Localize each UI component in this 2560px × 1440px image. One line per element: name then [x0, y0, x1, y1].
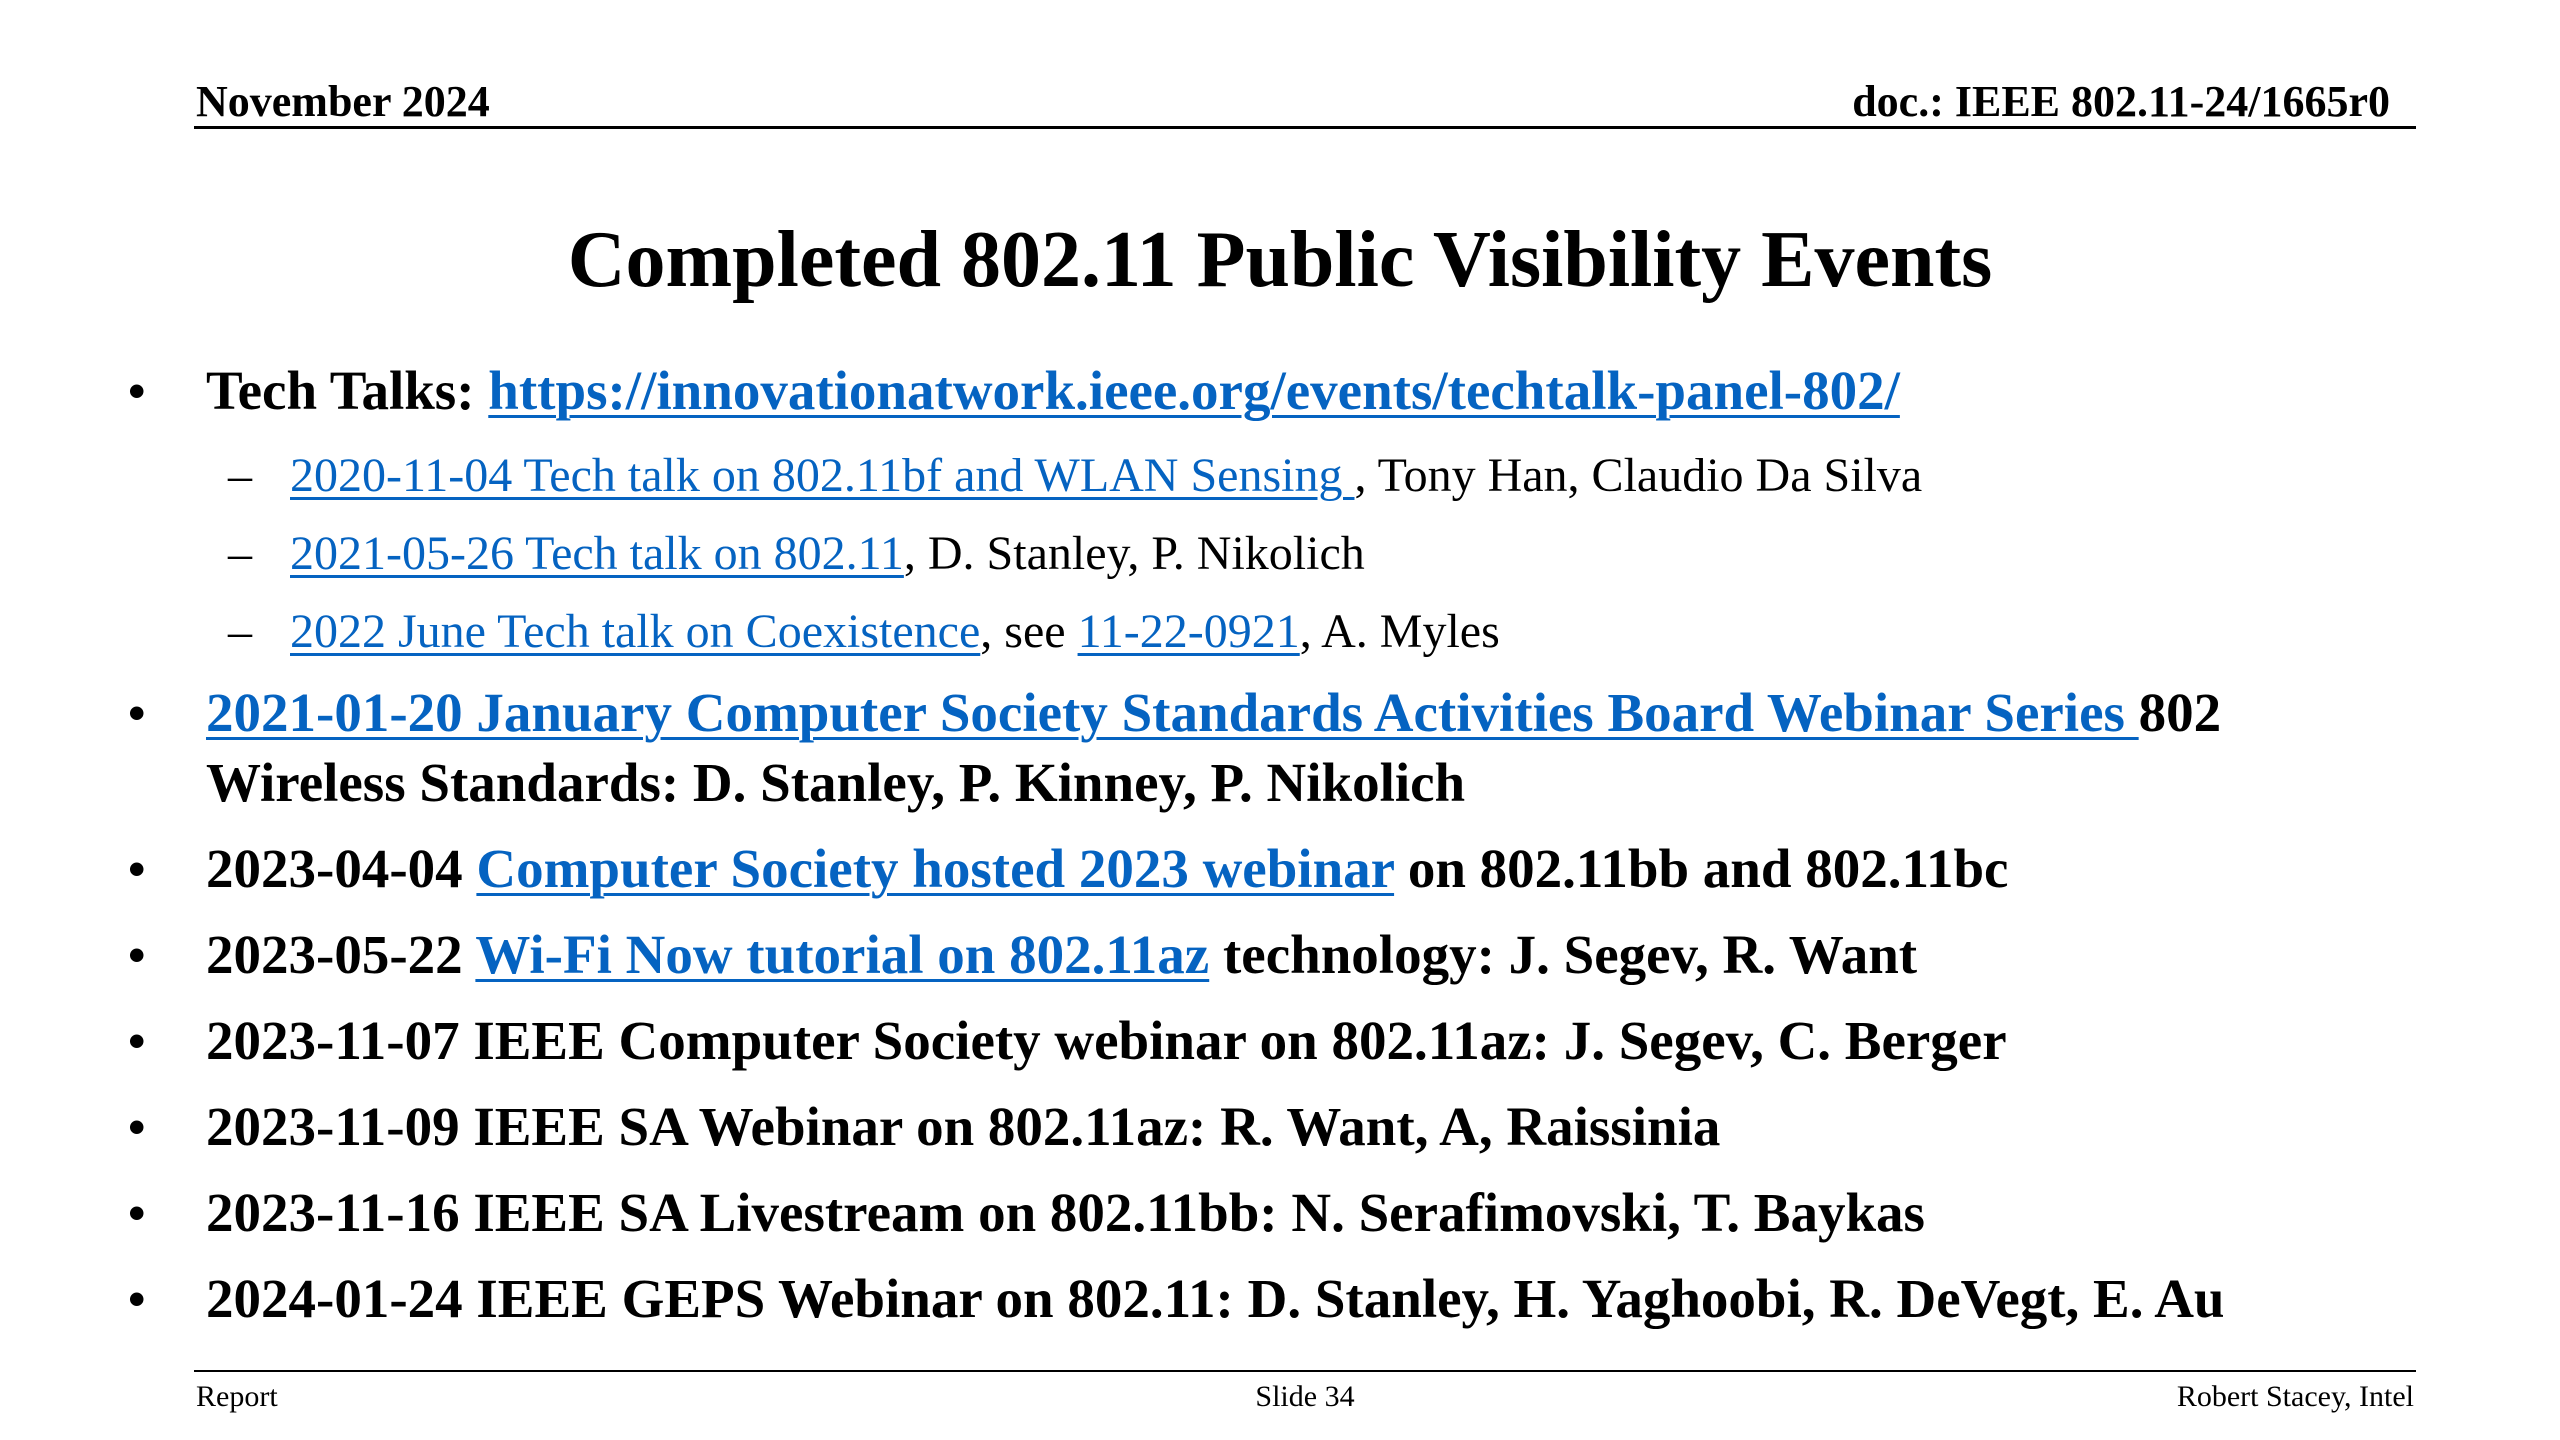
bullet-marker: •	[128, 1013, 146, 1069]
header-doc-id: doc.: IEEE 802.11-24/1665r0	[1852, 77, 2390, 126]
slide-title: Completed 802.11 Public Visibility Events	[567, 216, 1993, 304]
event-topic: technology: J. Segev, R. Want	[1209, 924, 1918, 985]
cs-2023-webinar-link[interactable]: Computer Society hosted 2023 webinar	[476, 838, 1395, 899]
bullet-marker: •	[128, 1185, 146, 1241]
header-divider	[194, 126, 2416, 129]
techtalk-2020-link[interactable]: 2020-11-04 Tech talk on 802.11bf and WLAN Sensing	[290, 449, 1355, 502]
dash-marker: –	[228, 449, 252, 502]
sub-item-techtalk-2021	[290, 524, 1365, 584]
list-item-2023-05-22	[206, 922, 1917, 988]
techtalk-2021-presenters: , D. Stanley, P. Nikolich	[903, 527, 1365, 580]
dash-marker: –	[228, 527, 252, 580]
tech-talks-link[interactable]: https://innovationatwork.ieee.org/events/techtalk-panel-802/	[488, 360, 1900, 421]
dash-marker: –	[228, 605, 252, 658]
bullet-marker: •	[128, 363, 146, 419]
footer-author: Robert Stacey, Intel	[2176, 1380, 2414, 1413]
list-item-2021-webinar-continued: Wireless Standards: D. Stanley, P. Kinney, P. Nikolich	[206, 752, 1466, 813]
techtalk-2021-link[interactable]: 2021-05-26 Tech talk on 802.11	[290, 527, 904, 580]
footer-divider	[194, 1370, 2416, 1372]
bullet-marker: •	[128, 1271, 146, 1327]
bullet-marker: •	[128, 841, 146, 897]
bullet-marker: •	[128, 1099, 146, 1155]
bullet-marker: •	[128, 685, 146, 741]
wifi-now-tutorial-link[interactable]: Wi-Fi Now tutorial on 802.11az	[475, 924, 1210, 985]
sub-item-techtalk-2022	[290, 602, 1500, 662]
techtalk-2022-see-text: , see	[980, 605, 1078, 658]
list-item-2023-11-16: 2023-11-16 IEEE SA Livestream on 802.11bb: N. Serafimovski, T. Baykas	[206, 1182, 1925, 1243]
header-date: November 2024	[196, 77, 490, 126]
footer-slide-number: Slide 34	[1255, 1380, 1355, 1413]
techtalk-2022-link[interactable]: 2022 June Tech talk on Coexistence	[290, 605, 981, 658]
event-date: 2023-04-04	[206, 838, 477, 899]
bullet-marker: •	[128, 927, 146, 983]
event-date: 2023-05-22	[206, 924, 476, 985]
techtalk-2020-presenters: , Tony Han, Claudio Da Silva	[1354, 449, 1923, 502]
sub-item-techtalk-2020	[290, 446, 1922, 506]
techtalk-2022-presenters: , A. Myles	[1299, 605, 1500, 658]
event-topic: on 802.11bb and 802.11bc	[1394, 838, 2009, 899]
list-item-2023-11-09: 2023-11-09 IEEE SA Webinar on 802.11az: R. Want, A, Raissinia	[206, 1096, 1721, 1157]
tech-talks-label: Tech Talks:	[206, 360, 489, 421]
list-item-2024-01-24: 2024-01-24 IEEE GEPS Webinar on 802.11: D. Stanley, H. Yaghoobi, R. DeVegt, E. Au	[206, 1268, 2225, 1329]
doc-11-22-0921-link[interactable]: 11-22-0921	[1077, 605, 1300, 658]
footer-left: Report	[196, 1380, 278, 1413]
list-item-2021-webinar	[206, 680, 2221, 746]
list-item-tech-talks	[206, 358, 1900, 424]
sab-webinar-link[interactable]: 2021-01-20 January Computer Society Standards Activities Board Webinar Series	[206, 682, 2139, 743]
sab-webinar-suffix: 802	[2138, 682, 2222, 743]
list-item-2023-11-07: 2023-11-07 IEEE Computer Society webinar on 802.11az: J. Segev, C. Berger	[206, 1010, 2007, 1071]
list-item-2023-04-04	[206, 836, 2008, 902]
